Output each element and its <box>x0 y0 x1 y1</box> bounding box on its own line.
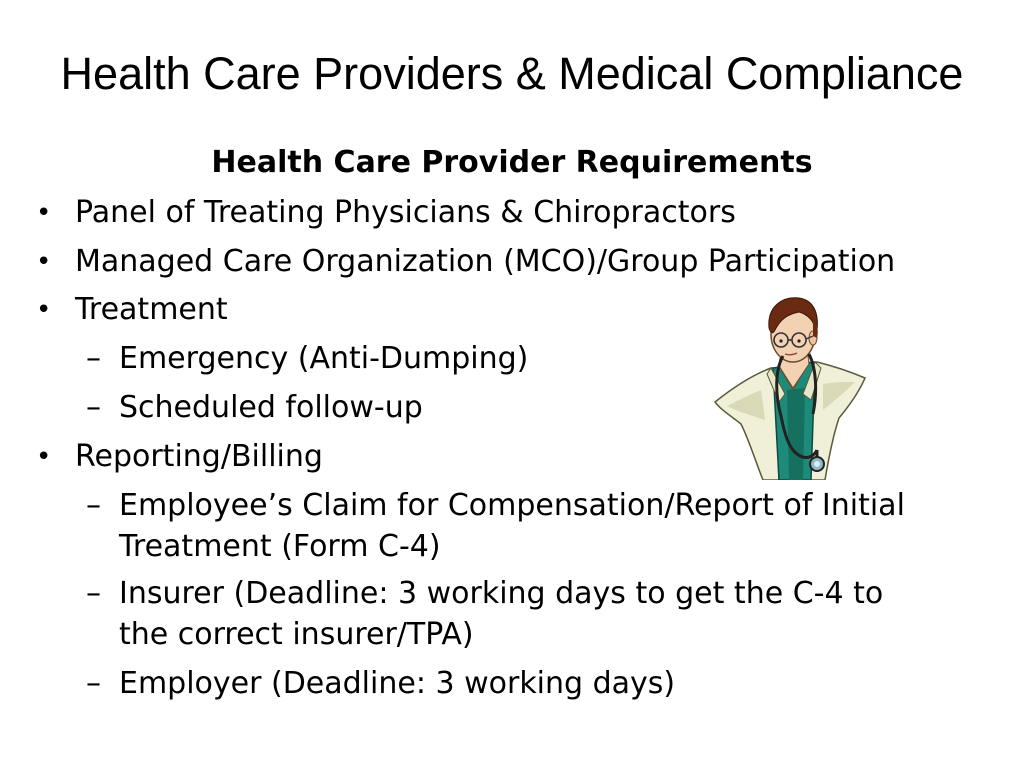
sub-list-item-text: Treatment (Form C-4) <box>119 529 441 564</box>
bullet-icon: • <box>36 442 52 472</box>
bullet-icon: • <box>36 247 52 277</box>
slide-title: Health Care Providers & Medical Compliance <box>60 48 964 99</box>
bullet-icon: • <box>36 198 52 228</box>
list-item-text: Treatment <box>75 292 228 327</box>
dash-icon: – <box>86 488 101 523</box>
sub-list-item-text: Scheduled follow-up <box>119 390 423 425</box>
sub-list-item-text: Employer (Deadline: 3 working days) <box>119 666 676 701</box>
dash-icon: – <box>86 666 101 701</box>
dash-icon: – <box>86 576 101 611</box>
sub-list-item-text: Insurer (Deadline: 3 working days to get the C-4 to <box>119 576 884 611</box>
sub-list-item-text: Employee’s Claim for Compensation/Report of Initial <box>119 488 905 523</box>
dash-icon: – <box>86 390 101 425</box>
list-item-text: Reporting/Billing <box>75 439 323 474</box>
sub-list-item-text: the correct insurer/TPA) <box>119 617 474 652</box>
doctor-with-stethoscope-icon <box>705 290 875 480</box>
list-item-text: Managed Care Organization (MCO)/Group Participation <box>75 244 896 279</box>
list-item-text: Panel of Treating Physicians & Chiropractors <box>75 195 736 230</box>
slide-subtitle: Health Care Provider Requirements <box>211 145 813 180</box>
sub-list-item-text: Emergency (Anti-Dumping) <box>119 341 529 376</box>
dash-icon: – <box>86 341 101 376</box>
bullet-icon: • <box>36 295 52 325</box>
